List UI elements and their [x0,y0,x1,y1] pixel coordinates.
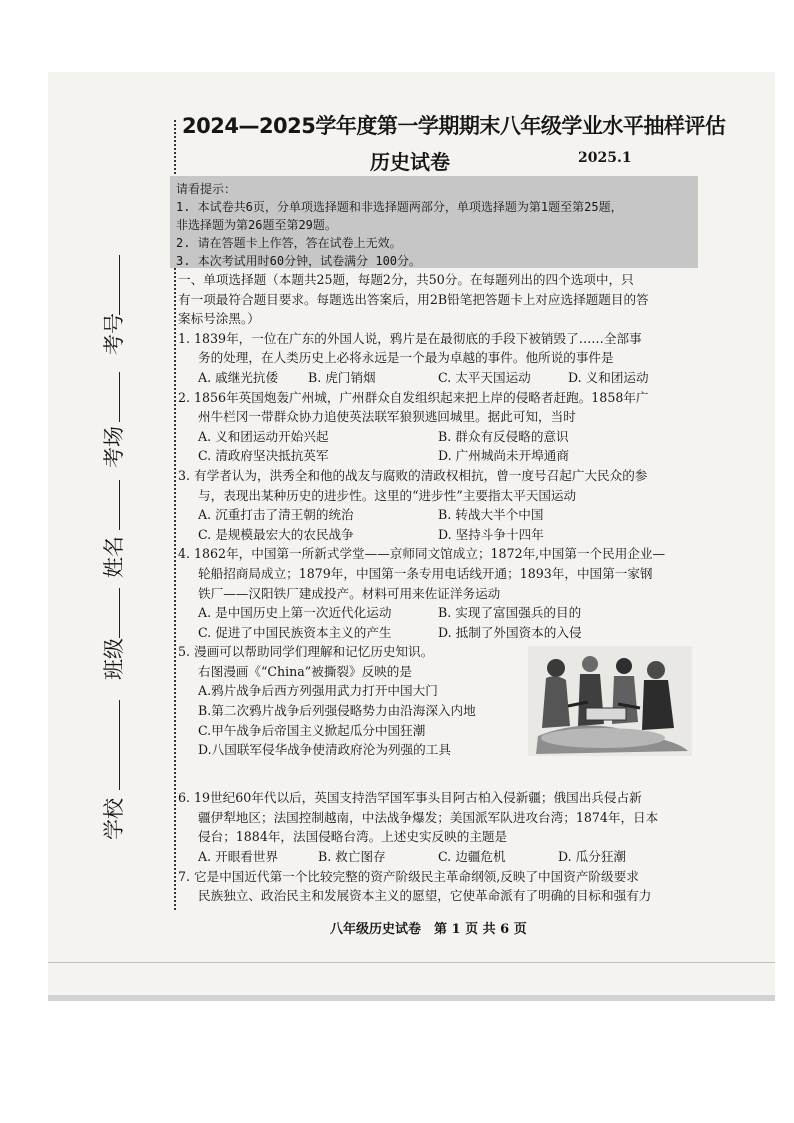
option-a[interactable]: A. 义和团运动开始兴起 [198,428,329,444]
option-d[interactable]: D. 义和团运动 [568,369,649,385]
options-row [178,427,698,447]
option-d[interactable]: D. 广州城尚未开埠通商 [438,448,569,464]
question-stem: 与，表现出某种历史的进步性。这里的“进步性”主要指太平天国运动 [198,487,577,503]
school-blank[interactable] [119,700,120,790]
options-row [178,446,698,466]
section-instructions: 案标号涂黑。） [178,311,260,327]
option-b[interactable]: B.第二次鸦片战争后列强侵略势力由沿海深入内地 [198,703,476,719]
question-stem: 轮船招商局成立；1879年，中国第一条专用电话线开通；1893年，中国第一家钢 [198,565,653,581]
notice-line: 非选择题为第26题至第29题。 [176,218,337,232]
exam-title: 2024—2025学年度第一学期期末八年级学业水平抽样评估 [182,114,726,138]
section-instructions: 有一项最符合题目要求。每题选出答案后，用2B铅笔把答题卡上对应选择题题目的答 [178,291,649,307]
page-footer: 八年级历史试卷 第 1 页 共 6 页 [330,922,527,937]
question-stem: 州牛栏冈一带群众协力追使英法联军狼狈逃回城里。据此可知，当时 [198,409,576,425]
option-b[interactable]: B. 转战大半个中国 [438,507,544,523]
question-stem: 3. 有学者认为，洪秀全和他的战友与腐败的清政权相抗，曾一度号召起广大民众的参 [178,467,648,483]
option-b[interactable]: B. 实现了富国强兵的目的 [438,605,582,621]
exam-room-label: 考场 [102,426,126,468]
option-c[interactable]: C. 太平天国运动 [438,369,531,385]
option-a[interactable]: A. 是中国历史上第一次近代化运动 [198,605,392,621]
notice-line: 3. 本次考试用时60分钟，试卷满分 100分。 [176,254,422,268]
option-c[interactable]: C. 是规模最宏大的农民战争 [198,526,354,542]
question-stem: 疆伊犁地区；法国控制越南，中法战争爆发；美国派军队进攻台湾；1874年，日本 [198,809,659,825]
class-blank[interactable] [119,588,120,638]
question-6 [178,788,698,866]
option-b[interactable]: B. 群众有反侵略的意识 [438,428,569,444]
fold-line [48,962,775,963]
option-c[interactable]: C. 清政府坚决抵抗英军 [198,448,329,464]
question-stem: 务的处理，在人类历史上必将永远是一个最为卓越的事件。他所说的事件是 [198,350,614,366]
option-d[interactable]: D. 坚持斗争十四年 [438,526,544,542]
cartoon-illustration [528,646,692,756]
option-d[interactable]: D. 抵制了外国资本的入侵 [438,624,582,640]
question-stem: 4. 1862年，中国第一所新式学堂——京师同文馆成立；1872年,中国第一个民用企业— [178,546,666,562]
question-stem: 1. 1839年，一位在广东的外国人说，鸦片是在最彻底的手段下被销毁了……全部事 [178,330,642,346]
option-c[interactable]: C.甲午战争后帝国主义掀起瓜分中国狂潮 [198,722,426,738]
option-a[interactable]: A. 戚继光抗倭 [198,369,279,385]
question-stem: 5. 漫画可以帮助同学们理解和记忆历史知识。 [178,644,434,660]
option-a[interactable]: A.鸦片战争后西方列强用武力打开中国大门 [198,683,438,699]
options-row [178,525,698,545]
question-stem: 民族独立、政治民主和发展资本主义的愿望，它使革命派有了明确的目标和强有力 [198,888,652,904]
fold-shadow [48,995,775,1001]
question-4 [178,544,698,642]
exam-room-blank[interactable] [119,372,120,422]
exam-subtitle: 历史试卷 [370,150,450,174]
question-stem: 侵台；1884年，法国侵略台湾。上述史实反映的主题是 [198,829,508,845]
name-label: 姓名 [102,536,126,578]
options-row [178,368,698,388]
class-label: 班级 [102,638,126,680]
notice-line: 2. 请在答题卡上作答，答在试卷上无效。 [176,236,402,250]
question-5 [178,642,698,760]
option-d[interactable]: D. 瓜分狂潮 [558,849,627,865]
question-stem: 7. 它是中国近代第一个比较完整的资产阶级民主革命纲领,反映了中国资产阶级要求 [178,868,639,884]
exam-date: 2025.1 [578,150,632,166]
question-2 [178,388,698,466]
options-row [178,623,698,643]
question-stem: 右图漫画《“China”被撕裂》反映的是 [198,663,412,679]
option-c[interactable]: C. 促进了中国民族资本主义的产生 [198,624,392,640]
option-b[interactable]: B. 救亡图存 [318,849,386,865]
options-row [178,603,698,623]
question-1 [178,329,698,388]
question-stem: 6. 19世纪60年代以后，英国支持浩罕国军事头目阿古柏入侵新疆；俄国出兵侵占新 [178,790,642,806]
exam-no-blank[interactable] [119,255,120,315]
option-d[interactable]: D.八国联军侵华战争使清政府沦为列强的工具 [198,742,451,758]
question-3 [178,466,698,544]
section-heading: 一、单项选择题（本题共25题，每题2分，共50分。在每题列出的四个选项中，只 [178,272,634,287]
options-row [178,847,698,867]
notice-line: 1. 本试卷共6页，分单项选择题和非选择题两部分，单项选择题为第1题至第25题， [176,200,623,214]
option-b[interactable]: B. 虎门销烟 [308,369,376,385]
option-c[interactable]: C. 边疆危机 [438,849,506,865]
notice-heading: 请看提示： [176,182,237,196]
notice-box [170,176,698,268]
exam-no-label: 考号 [102,313,126,355]
question-stem: 铁厂——汉阳铁厂建成投产。材料可用来佐证洋务运动 [198,585,501,601]
name-blank[interactable] [119,480,120,530]
options-row [178,505,698,525]
school-label: 学校 [102,798,126,840]
option-a[interactable]: A. 开眼看世界 [198,849,279,865]
question-stem: 2. 1856年英国炮轰广州城，广州群众自发组织起来把上岸的侵略者赶跑。1858年广 [178,389,649,405]
questions-area [178,270,698,906]
option-a[interactable]: A. 沉重打击了清王朝的统治 [198,507,354,523]
question-7 [178,867,698,906]
